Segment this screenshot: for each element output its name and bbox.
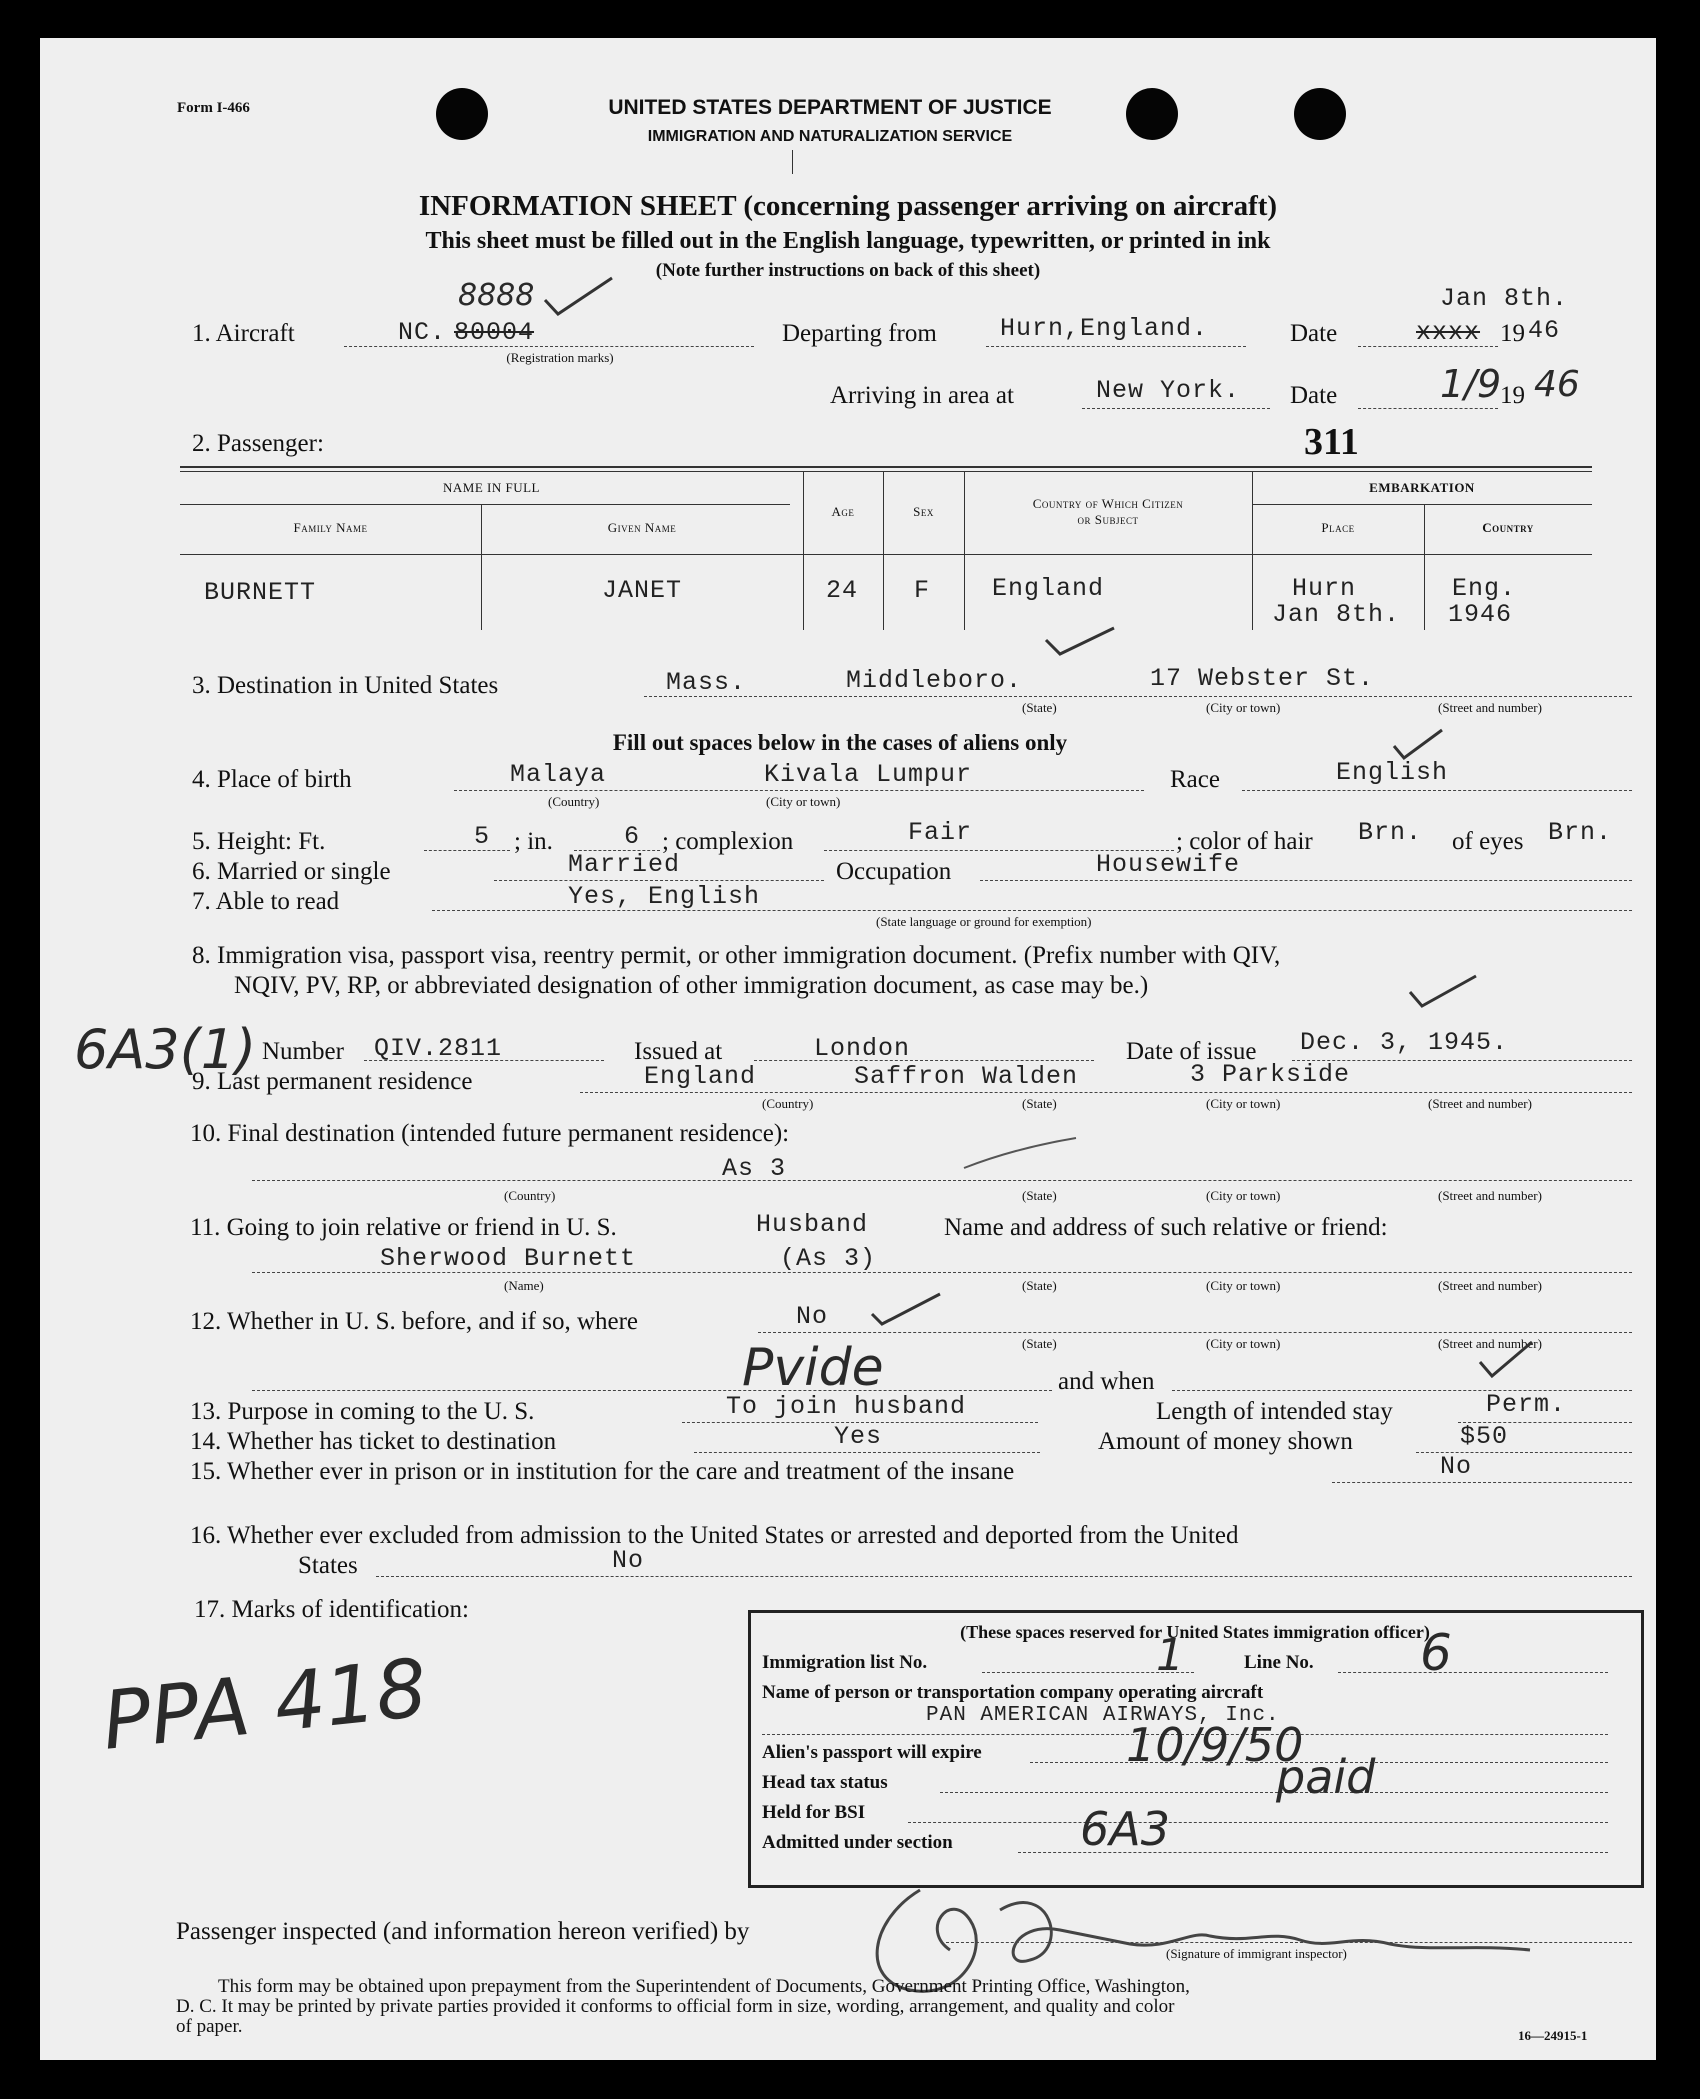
- age-header: Age: [831, 504, 855, 519]
- ticket-line: [694, 1452, 1040, 1453]
- visa-margin-note: 6A3(1): [74, 1018, 257, 1081]
- list-no-value: 1: [1156, 1630, 1184, 1681]
- embarkation-header: EMBARKATION: [1369, 480, 1475, 495]
- arriving-value: New York.: [1096, 376, 1241, 405]
- arriving-label: Arriving in area at: [830, 382, 1014, 409]
- birth-country: Malaya: [510, 760, 607, 789]
- purpose-label: 13. Purpose in coming to the U. S.: [190, 1398, 535, 1425]
- departing-field-line: [986, 346, 1246, 347]
- residence-city: 3 Parkside: [1190, 1060, 1351, 1089]
- list-no-label: Immigration list No.: [762, 1652, 928, 1673]
- table-top-rule-2: [180, 471, 1592, 472]
- relative-name: Sherwood Burnett: [380, 1244, 637, 1273]
- section-label: Admitted under section: [762, 1832, 953, 1853]
- age-cell: 24: [826, 576, 859, 605]
- punch-hole-right: [1294, 88, 1346, 140]
- passport-expire-value: 10/9/50: [1126, 1718, 1304, 1772]
- residence-line: [580, 1092, 1632, 1093]
- hair-value: Brn.: [1358, 818, 1423, 847]
- final-destination-label: 10. Final destination (intended future permanent residence):: [190, 1120, 790, 1147]
- family-name-cell: BURNETT: [204, 578, 317, 607]
- departure-date-struck: xxxx: [1416, 318, 1481, 347]
- final-destination-line: [252, 1180, 1632, 1181]
- given-name-header: Given Name: [607, 520, 677, 535]
- aliens-only-heading: Fill out spaces below in the cases of aliens only: [612, 730, 1068, 755]
- destination-label: 3. Destination in United States: [192, 672, 499, 699]
- form-number: Form I-466: [177, 100, 250, 116]
- stay-label: Length of intended stay: [1156, 1398, 1393, 1425]
- operator-value: PAN AMERICAN AIRWAYS, Inc.: [926, 1704, 1280, 1727]
- before-label: 12. Whether in U. S. before, and if so, where: [190, 1308, 639, 1335]
- read-label: 7. Able to read: [192, 888, 340, 915]
- relative-relation: Husband: [756, 1210, 869, 1239]
- residence-street-caption: (Street and number): [1428, 1096, 1532, 1111]
- destination-state-caption: (State): [1022, 700, 1057, 715]
- before-line: [758, 1332, 1632, 1333]
- hair-label: ; color of hair: [1176, 828, 1313, 855]
- visa-issued-line: [754, 1060, 1094, 1061]
- marks-handwritten: PPA 418: [98, 1641, 432, 1768]
- relative-street-caption: (Street and number): [1438, 1278, 1542, 1293]
- money-value: $50: [1460, 1422, 1509, 1451]
- destination-street-caption: (Street and number): [1438, 700, 1542, 715]
- birth-field-line: [454, 790, 1144, 791]
- birth-city: Kivala Lumpur: [764, 760, 973, 789]
- form-sheet: [40, 38, 1656, 2060]
- final-country-caption: (Country): [504, 1188, 556, 1203]
- form-title: INFORMATION SHEET (concerning passenger arriving on aircraft): [418, 190, 1278, 222]
- name-in-full-header: NAME IN FULL: [443, 480, 540, 495]
- arrival-date-handwritten: 1/9: [1440, 362, 1502, 406]
- visa-number-label: Number: [262, 1038, 344, 1065]
- operator-label: Name of person or transportation company operating aircraft: [762, 1682, 1264, 1703]
- read-value: Yes, English: [568, 882, 761, 911]
- prison-line: [1332, 1482, 1632, 1483]
- embark-place-line1: Hurn: [1292, 574, 1357, 603]
- when-label: and when: [1058, 1368, 1155, 1395]
- check-mark-icon: [1388, 726, 1448, 766]
- footer-line1-text: This form may be obtained upon prepayment from the Superintendent of Documents, Government Printing Office, Washington,: [218, 1976, 1190, 1997]
- relative-state-caption: (State): [1022, 1278, 1057, 1293]
- occupation-value: Housewife: [1096, 850, 1241, 879]
- married-line: [494, 880, 824, 881]
- check-mark-icon: [1404, 972, 1484, 1012]
- bsi-label: Held for BSI: [762, 1802, 866, 1823]
- residence-state-caption: (State): [1022, 1096, 1057, 1111]
- head-tax-label: Head tax status: [762, 1772, 888, 1793]
- inspected-label: Passenger inspected (and information hereon verified) by: [176, 1918, 750, 1945]
- eyes-value: Brn.: [1548, 818, 1613, 847]
- arriving-field-line: [1082, 408, 1270, 409]
- visa-number: QIV.2811: [374, 1034, 503, 1063]
- departing-value: Hurn,England.: [1000, 314, 1209, 343]
- family-name-header: Family Name: [293, 520, 368, 535]
- relative-address: (As 3): [780, 1244, 877, 1273]
- excluded-label-line1: 16. Whether ever excluded from admission to the United States or arrested and deported from the United: [190, 1522, 1239, 1549]
- before-line-2: [252, 1390, 1052, 1391]
- sex-cell: F: [914, 576, 931, 605]
- citizen-header-2: or Subject: [1077, 512, 1139, 527]
- check-mark-icon: [1040, 624, 1120, 660]
- form-instruction: This sheet must be filled out in the English language, typewritten, or printed in ink: [425, 228, 1271, 254]
- embark-place-header: Place: [1321, 520, 1355, 535]
- height-in-label: ; in.: [514, 828, 553, 855]
- arrival-date-line: [1358, 408, 1498, 409]
- occupation-label: Occupation: [836, 858, 952, 885]
- table-header-rule: [180, 554, 1592, 555]
- embark-subheader-rule: [1252, 504, 1592, 505]
- table-top-rule: [180, 466, 1592, 468]
- service-name: IMMIGRATION AND NATURALIZATION SERVICE: [647, 128, 1013, 145]
- height-in: 6: [624, 822, 641, 851]
- race-field-line: [1242, 790, 1632, 791]
- aircraft-handwritten-number: 8888: [458, 278, 535, 313]
- height-label: 5. Height: Ft.: [192, 828, 326, 855]
- final-street-caption: (Street and number): [1438, 1188, 1542, 1203]
- visa-label-line2: NQIV, PV, RP, or abbreviated designation of other immigration document, as case may be.): [234, 972, 1149, 999]
- birth-city-caption: (City or town): [766, 794, 841, 809]
- before-street-caption: (Street and number): [1438, 1336, 1542, 1351]
- read-caption: (State language or ground for exemption): [876, 914, 1092, 929]
- punch-hole-left: [436, 88, 488, 140]
- prison-value: No: [1440, 1452, 1473, 1481]
- aircraft-struck-number: 80004: [454, 318, 535, 347]
- passenger-label: 2. Passenger:: [192, 430, 324, 457]
- before-value: No: [796, 1302, 829, 1331]
- footer-line3: of paper.: [176, 2016, 243, 2037]
- prison-label: 15. Whether ever in prison or in institution for the care and treatment of the insane: [190, 1458, 1015, 1485]
- relative-name-address-label: Name and address of such relative or friend:: [944, 1214, 1388, 1241]
- signature-caption: (Signature of immigrant inspector): [1166, 1946, 1347, 1961]
- residence-label: 9. Last permanent residence: [192, 1068, 473, 1095]
- citizen-header-1: Country of Which Citizen: [1032, 496, 1184, 511]
- embark-country-line1: Eng.: [1452, 574, 1517, 603]
- header-rule: [792, 150, 793, 174]
- check-mark-icon: [540, 270, 620, 320]
- departure-date-typed: Jan 8th.: [1440, 284, 1569, 313]
- visa-date: Dec. 3, 1945.: [1300, 1028, 1509, 1057]
- ticket-value: Yes: [834, 1422, 883, 1451]
- relative-city-caption: (City or town): [1206, 1278, 1281, 1293]
- relative-label: 11. Going to join relative or friend in U. S.: [190, 1214, 617, 1241]
- eyes-label: of eyes: [1452, 828, 1524, 855]
- excluded-label-line2: States: [298, 1552, 358, 1579]
- line-no-label: Line No.: [1244, 1652, 1314, 1673]
- destination-street: 17 Webster St.: [1150, 664, 1375, 693]
- departing-label: Departing from: [782, 320, 937, 347]
- destination-field-line: [644, 696, 1632, 697]
- occupation-line: [980, 880, 1632, 881]
- embark-place-line2: Jan 8th.: [1272, 600, 1401, 629]
- name-subheader-rule: [180, 504, 790, 505]
- agency-name: UNITED STATES DEPARTMENT OF JUSTICE: [608, 96, 1052, 119]
- race-value: English: [1336, 758, 1449, 787]
- departure-date-label: Date: [1290, 320, 1338, 347]
- marks-label: 17. Marks of identification:: [194, 1596, 469, 1623]
- visa-issued-label: Issued at: [634, 1038, 723, 1065]
- form-note: (Note further instructions on back of this sheet): [655, 260, 1041, 281]
- aircraft-prefix: NC.: [398, 318, 447, 347]
- aircraft-caption: (Registration marks): [506, 350, 614, 365]
- excluded-value: No: [612, 1546, 645, 1575]
- residence-city-caption: (City or town): [1206, 1096, 1281, 1111]
- residence-country: England: [644, 1062, 757, 1091]
- citizen-cell: England: [992, 574, 1105, 603]
- departure-year-prefix: 19: [1500, 320, 1525, 347]
- footer-line1: [176, 1976, 1190, 1998]
- final-state-caption: (State): [1022, 1188, 1057, 1203]
- section-value: 6A3: [1080, 1802, 1171, 1856]
- head-tax-line: [940, 1792, 1608, 1793]
- race-label: Race: [1170, 766, 1220, 793]
- before-handwritten-note: Pvide: [742, 1338, 884, 1398]
- check-mark-icon: [960, 1134, 1080, 1174]
- bsi-line: [908, 1822, 1608, 1823]
- final-destination-value: As 3: [722, 1154, 787, 1183]
- aircraft-label: 1. Aircraft: [192, 320, 295, 347]
- form-code: 16—24915-1: [1518, 2028, 1588, 2043]
- before-state-caption: (State): [1022, 1336, 1057, 1351]
- officer-box-title: (These spaces reserved for United States immigration officer): [960, 1622, 1430, 1642]
- destination-city: Middleboro.: [846, 666, 1023, 695]
- line-no-value: 6: [1420, 1624, 1452, 1682]
- before-city-caption: (City or town): [1206, 1336, 1281, 1351]
- purpose-value: To join husband: [726, 1392, 967, 1421]
- height-ft: 5: [474, 822, 491, 851]
- visa-issued: London: [814, 1034, 911, 1063]
- sex-header: Sex: [913, 504, 934, 519]
- footer-line2: D. C. It may be printed by private parties provided it conforms to official form in size, wording, arrangement, and quality and color: [176, 1996, 1175, 2017]
- married-label: 6. Married or single: [192, 858, 391, 885]
- table-col-2: [803, 472, 804, 630]
- destination-city-caption: (City or town): [1206, 700, 1281, 715]
- destination-state: Mass.: [666, 668, 747, 697]
- married-value: Married: [568, 850, 681, 879]
- excluded-line: [376, 1576, 1632, 1577]
- visa-date-label: Date of issue: [1126, 1038, 1257, 1065]
- height-ft-line: [424, 850, 510, 851]
- arrival-year-handwritten: 46: [1534, 364, 1580, 405]
- passport-expire-label: Alien's passport will expire: [762, 1742, 982, 1763]
- given-name-cell: JANET: [602, 576, 683, 605]
- arrival-year-prefix: 19: [1500, 382, 1525, 409]
- complexion-value: Fair: [908, 818, 973, 847]
- birth-label: 4. Place of birth: [192, 766, 352, 793]
- residence-country-caption: (Country): [762, 1096, 814, 1111]
- departure-year: 46: [1528, 316, 1561, 345]
- head-tax-value: paid: [1276, 1750, 1376, 1804]
- relative-name-caption: (Name): [504, 1278, 544, 1293]
- embark-country-line2: 1946: [1448, 600, 1513, 629]
- residence-state: Saffron Walden: [854, 1062, 1079, 1091]
- table-col-3: [883, 472, 884, 630]
- money-label: Amount of money shown: [1098, 1428, 1353, 1455]
- stay-value: Perm.: [1486, 1390, 1567, 1419]
- birth-country-caption: (Country): [548, 794, 600, 809]
- check-mark-icon: [1476, 1338, 1536, 1382]
- stamp-number: 311: [1304, 421, 1359, 463]
- complexion-label: ; complexion: [662, 828, 794, 855]
- check-mark-icon: [866, 1290, 946, 1330]
- embark-country-header: Country: [1482, 520, 1534, 535]
- ticket-label: 14. Whether has ticket to destination: [190, 1428, 557, 1455]
- final-city-caption: (City or town): [1206, 1188, 1281, 1203]
- visa-label-line1: 8. Immigration visa, passport visa, reentry permit, or other immigration document. (Prefix number with QIV,: [192, 942, 1281, 969]
- arrival-date-label: Date: [1290, 382, 1338, 409]
- line-no-line: [1338, 1672, 1608, 1673]
